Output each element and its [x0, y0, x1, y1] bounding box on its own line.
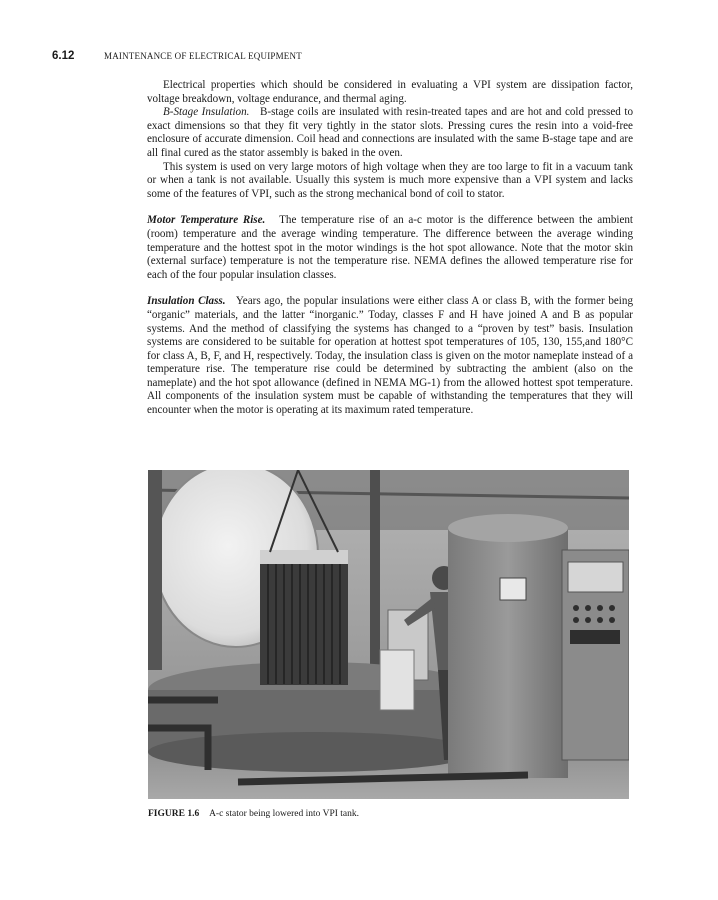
figure-caption	[148, 809, 634, 819]
warning-placard	[380, 650, 414, 710]
paragraph-insulation-class	[147, 295, 633, 417]
heading-insulation-class: Insulation Class.	[147, 295, 226, 308]
figure-caption-text: A-c stator being lowered into VPI tank.	[209, 809, 360, 819]
running-header	[52, 50, 652, 66]
stator-top-plate	[260, 550, 348, 564]
storage-tank-top	[448, 514, 568, 542]
vpi-tank-photo-illustration	[148, 470, 629, 799]
motor-temperature-rise-text: The temperature rise of an a-c motor is the difference between the ambient (room) temperature and the average winding temperature. The difference between the average winding temperature and the hottest spot in the motor windings is the hot spot allowance. Note that the motor skin (external surface) temperature is not the temperature rise. NEMA defines the allowed temperature rise for each of the four popular insulation classes.	[147, 214, 634, 281]
paragraph-electrical-properties: Electrical properties which should be considered in evaluating a VPI system are dissipation factor, voltage breakdown, voltage endurance, and thermal aging.	[147, 79, 633, 105]
b-stage-insulation-text: B-stage coils are insulated with resin-treated tapes and are hot and cold pressed to exact dimensions so that they fit very tightly in the stator slots. Pressing cures the resin into a void-free enclosure of accurate dimension. Coil head and connections are insulated with the same B-stage tape and are all final cured as the stator assembly is baked in the oven.	[147, 106, 633, 159]
stator-assembly	[260, 560, 348, 685]
figure-photo-vpi-tank	[148, 470, 629, 799]
running-head-title: MAINTENANCE OF ELECTRICAL EQUIPMENT	[104, 51, 302, 61]
heading-motor-temperature-rise: Motor Temperature Rise.	[147, 214, 266, 227]
tank-danger-sign	[500, 578, 526, 600]
body-text	[147, 79, 633, 418]
insulation-class-text: Years ago, the popular insulations were either class A or class B, with the former being “organic” materials, and the latter “inorganic.” Today, classes F and H have joined A and B as popular systems. And the method of classifying the systems has changed to a “proven by test” basis. Insulation systems are considered to be suitable for operation at hottest spot temperatures of 105, 130, 155,and 180°C for class A, B, F, and H, respectively. Today, the insulation class is given on the motor nameplate instead of a temperature rise. The temperature rise could be determined by subtracting the ambient (also on the nameplate) and the hot spot allowance (defined in NEMA MG-1) from the allowed hottest spot temperature. All components of the insulation system must be capable of withstanding the temperatures that they will encounter when the motor is operating at its maximum rated temperature.	[147, 295, 633, 417]
figure-label: FIGURE 1.6	[148, 809, 200, 819]
paragraph-motor-temperature-rise	[147, 214, 633, 282]
vpi-tank-base	[148, 732, 478, 772]
storage-tank	[448, 528, 568, 778]
page-number: 6.12	[52, 50, 75, 62]
control-panel-gauges	[568, 562, 623, 592]
heading-b-stage-insulation: B-Stage Insulation.	[163, 106, 250, 119]
paragraph-large-motors: This system is used on very large motors of high voltage when they are too large to fit in a vacuum tank or when a tank is not available. Usually this system is much more expensive than a VPI system and lacks some of the features of VPI, such as the strong mechanical bond of coil to stator.	[147, 160, 633, 200]
left-frame	[148, 470, 162, 670]
paragraph-b-stage-insulation	[147, 106, 633, 160]
